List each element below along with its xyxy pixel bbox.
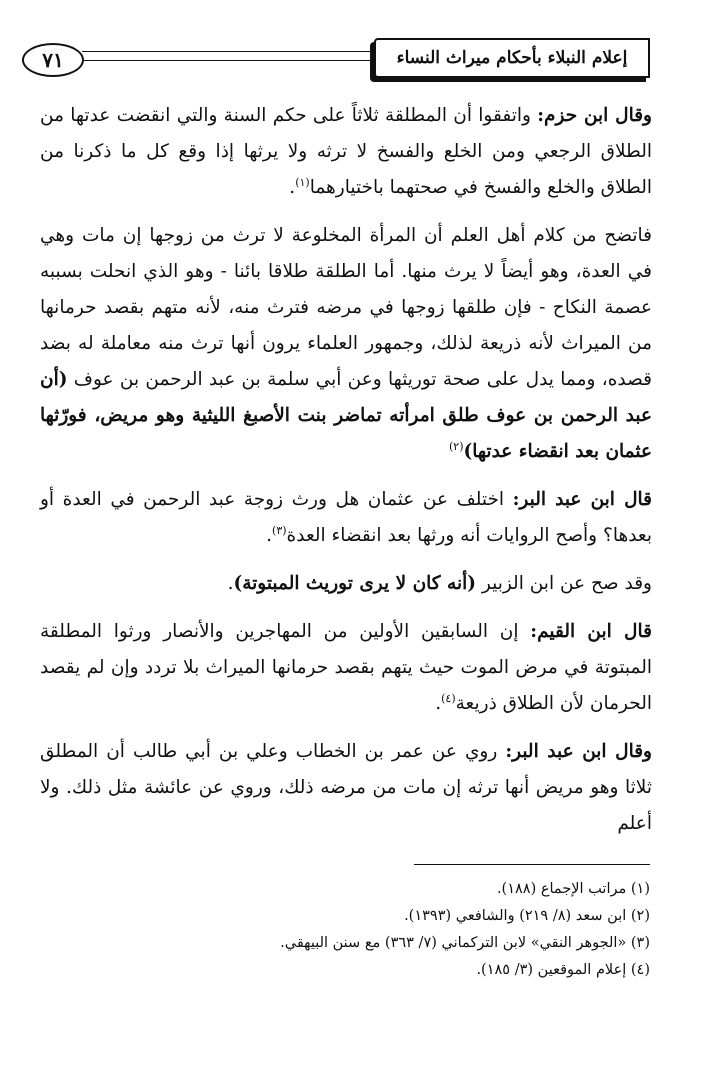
paragraph-ibn-hazm	[40, 98, 652, 206]
page-number: ٧١	[22, 43, 84, 77]
paragraph-text: وقد صح عن ابن الزبير	[476, 573, 652, 594]
paragraph-end: .	[266, 525, 273, 546]
paragraph-text: فاتضح من كلام أهل العلم أن المرأة المخلوعة لا ترث من زوجها إن مات وهي في العدة، وهو أيضاً لا يرث منها. أما الطلقة طلاقا بائنا - وهو الذي انحلت بسببه عصمة النكاح - فإن طلقها زوجها في مرضه فترث منه، لأنه متهم بقصد حرمانها من الميراث لأنه ذريعة لذلك، وجمهور العلماء يرون أنها ترث منه معاملة له بضد قصده، ومما يدل على صحة توريثها وعن أبي سلمة بن عبد الرحمن بن عوف	[40, 225, 652, 390]
speaker-lead: قال ابن عبد البر:	[512, 489, 652, 510]
speaker-lead: وقال ابن عبد البر:	[505, 741, 652, 762]
paragraph-explanation	[40, 218, 652, 470]
paragraph-text: واتفقوا أن المطلقة ثلاثاً على حكم السنة والتي انقضت عدتها من الطلاق الرجعي ومن الخلع والفسخ لا ترثه ولا يرثها إذا وقع كل ما ذكرنا من الطلاق والخلع والفسخ في صحتهما باختيارهما	[40, 105, 652, 198]
footnote-2: (٢) ابن سعد (٨/ ٢١٩) والشافعي (١٣٩٣).	[404, 908, 650, 924]
footnote-ref: (٤)	[441, 691, 456, 705]
running-title: إعلام النبلاء بأحكام ميراث النساء	[374, 38, 650, 78]
paragraph-ibn-abd-albarr-1	[40, 482, 652, 554]
quoted-narration: (أن عبد الرحمن بن عوف طلق امرأته تماضر بنت الأصبغ الليثية وهو مريض، فورّثها عثمان بعد انقضاء عدتها)	[40, 369, 652, 462]
paragraph-text: اختلف عن عثمان هل ورث زوجة عبد الرحمن في العدة أو بعدها؟ وأصح الروايات أنه ورثها بعد انقضاء العدة	[40, 489, 652, 546]
paragraph-text: إن السابقين الأولين من المهاجرين والأنصار ورثوا المطلقة المبتوتة في مرض الموت حيث يتهم بقصد حرمانها الميراث بلا تردد وإن لم يقصد الحرمان لأن الطلاق ذريعة	[40, 621, 652, 714]
footnote-3: (٣) «الجوهر النقي» لابن التركماني (٧/ ٣٦٣) مع سنن البيهقي.	[280, 935, 650, 951]
speaker-lead: قال ابن القيم:	[530, 621, 652, 642]
paragraph-end: .	[435, 693, 442, 714]
paragraph-ibn-zubair	[40, 566, 652, 602]
footnote-4: (٤) إعلام الموقعين (٣/ ١٨٥).	[476, 962, 650, 978]
header-rule	[82, 51, 380, 61]
footnote-ref: (٢)	[448, 439, 464, 453]
page-header	[22, 38, 650, 84]
speaker-lead: وقال ابن حزم:	[537, 105, 652, 126]
footnote-separator	[414, 864, 650, 865]
main-text	[40, 98, 652, 854]
footnotes	[90, 876, 650, 984]
quoted-narration: (أنه كان لا يرى توريث المبتوتة)	[233, 573, 477, 594]
paragraph-end: .	[289, 177, 296, 198]
paragraph-end: .	[227, 573, 234, 594]
footnote-ref: (١)	[295, 175, 310, 189]
paragraph-text: روي عن عمر بن الخطاب وعلي بن أبي طالب أن المطلق ثلاثا وهو مريض أنها ترثه إن مات من مرضه ذلك، وروي عن عائشة مثل ذلك. ولا أعلم	[40, 741, 652, 834]
footnote-1: (١) مراتب الإجماع (١٨٨).	[496, 881, 650, 897]
footnote-ref: (٣)	[272, 523, 287, 537]
paragraph-ibn-abd-albarr-2	[40, 734, 652, 842]
paragraph-ibn-alqayyim	[40, 614, 652, 722]
